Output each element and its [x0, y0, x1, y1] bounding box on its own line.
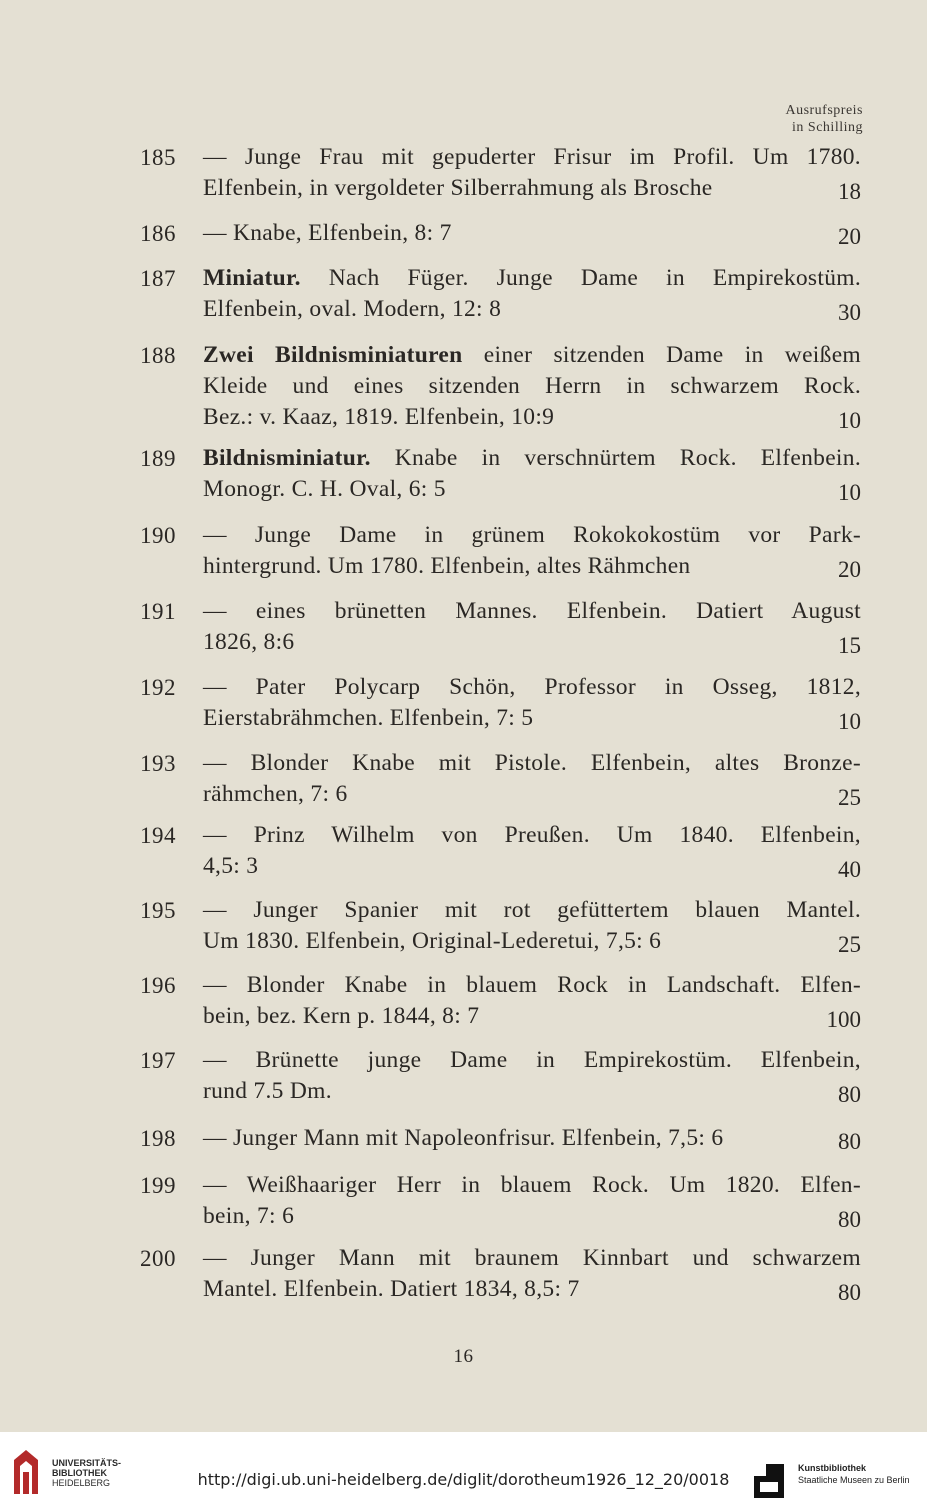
description-text: Nach Füger. Junge Dame in Empirekostüm. — [300, 265, 861, 291]
catalog-entry — [140, 263, 861, 325]
starting-price: 10 — [838, 709, 861, 734]
description-line: — Prinz Wilhelm von Preußen. Um 1840. Elfenbein, — [203, 822, 861, 848]
library-name-line-3: HEIDELBERG — [52, 1478, 111, 1488]
catalog-entry — [140, 443, 861, 505]
starting-price: 80 — [838, 1207, 861, 1232]
library-name-line-2: BIBLIOTHEK — [52, 1468, 107, 1478]
page-number: 16 — [453, 1346, 474, 1367]
lot-description — [203, 748, 861, 810]
description-line: Mantel. Elfenbein. Datiert 1834, 8,5: 7 — [203, 1276, 580, 1302]
catalog-entry — [140, 820, 861, 882]
lot-description — [203, 1170, 861, 1232]
lot-description — [203, 1123, 861, 1154]
lot-number: 199 — [140, 1173, 176, 1198]
description-line: — Weißhaariger Herr in blauem Rock. Um 1820. Elfen- — [203, 1172, 861, 1198]
starting-price: 18 — [838, 179, 861, 204]
lot-heading: Zwei Bildnisminiaturen — [203, 342, 463, 368]
description-line: Bez.: v. Kaaz, 1819. Elfenbein, 10:9 — [203, 404, 555, 430]
starting-price: 100 — [826, 1007, 861, 1032]
lot-description — [203, 820, 861, 882]
description-line: Eierstabrähmchen. Elfenbein, 7: 5 — [203, 705, 534, 731]
lot-number: 193 — [140, 751, 176, 776]
description-line: — eines brünetten Mannes. Elfenbein. Datiert August — [203, 598, 861, 624]
lot-number: 190 — [140, 523, 176, 548]
description-line — [203, 263, 861, 294]
lot-description — [203, 443, 861, 505]
description-line: — Blonder Knabe in blauem Rock in Landschaft. Elfen- — [203, 972, 861, 998]
description-text: Knabe in verschnürtem Rock. Elfenbein. — [370, 445, 861, 471]
catalog-entry — [140, 1170, 861, 1232]
description-line: Um 1830. Elfenbein, Original-Lederetui, 7,5: 6 — [203, 928, 662, 954]
catalog-entry — [140, 520, 861, 582]
description-line: — Junger Spanier mit rot gefüttertem blauen Mantel. — [203, 897, 861, 923]
lot-description — [203, 895, 861, 957]
lot-number: 200 — [140, 1246, 176, 1271]
description-line: hintergrund. Um 1780. Elfenbein, altes Rähmchen — [203, 553, 691, 579]
description-line — [203, 443, 861, 474]
catalog-entry — [140, 672, 861, 734]
description-line: rähmchen, 7: 6 — [203, 781, 348, 807]
description-line: Elfenbein, oval. Modern, 12: 8 — [203, 296, 502, 322]
description-line — [203, 340, 861, 371]
description-text: einer sitzenden Dame in weißem — [462, 342, 861, 368]
starting-price: 20 — [838, 224, 861, 249]
kb-name-line-2: Staatliche Museen zu Berlin — [798, 1475, 910, 1485]
lot-description — [203, 596, 861, 658]
starting-price: 10 — [838, 408, 861, 433]
description-line: rund 7.5 Dm. — [203, 1078, 332, 1104]
description-line: bein, bez. Kern p. 1844, 8: 7 — [203, 1003, 480, 1029]
description-line: — Junge Dame in grünem Rokokokostüm vor Park- — [203, 522, 861, 548]
description-line: bein, 7: 6 — [203, 1203, 295, 1229]
lot-description — [203, 263, 861, 325]
lot-heading: Bildnisminiatur. — [203, 445, 371, 471]
starting-price: 15 — [838, 633, 861, 658]
catalog-entry — [140, 142, 861, 204]
catalog-entry — [140, 748, 861, 810]
description-line: Kleide und eines sitzenden Herrn in schwarzem Rock. — [203, 373, 861, 399]
catalog-entry — [140, 970, 861, 1032]
lot-number: 196 — [140, 973, 176, 998]
lot-number: 186 — [140, 221, 176, 246]
source-url-link[interactable]: http://digi.ub.uni-heidelberg.de/diglit/dorotheum1926_12_20/0018 — [197, 1470, 730, 1489]
description-line: — Pater Polycarp Schön, Professor in Osseg, 1812, — [203, 674, 861, 700]
lot-number: 188 — [140, 343, 176, 368]
starting-price: 80 — [838, 1280, 861, 1305]
description-line: — Blonder Knabe mit Pistole. Elfenbein, altes Bronze- — [203, 750, 861, 776]
lot-number: 195 — [140, 898, 176, 923]
description-line: 4,5: 3 — [203, 853, 259, 879]
lot-description — [203, 340, 861, 433]
lot-description — [203, 1045, 861, 1107]
starting-price: 10 — [838, 480, 861, 505]
library-name-line-1: UNIVERSITÄTS- — [52, 1458, 122, 1468]
lot-description — [203, 520, 861, 582]
lot-number: 185 — [140, 145, 176, 170]
starting-price: 25 — [838, 785, 861, 810]
description-line: — Junger Mann mit Napoleonfrisur. Elfenbein, 7,5: 6 — [203, 1125, 724, 1151]
lot-number: 187 — [140, 266, 176, 291]
catalog-entry — [140, 1243, 861, 1305]
starting-price: 30 — [838, 300, 861, 325]
footer-bar — [0, 1432, 927, 1512]
catalog-entry — [140, 596, 861, 658]
starting-price: 80 — [838, 1082, 861, 1107]
description-line: — Junger Mann mit braunem Kinnbart und schwarzem — [203, 1245, 861, 1271]
description-line: Monogr. C. H. Oval, 6: 5 — [203, 476, 446, 502]
lot-description — [203, 218, 861, 249]
lot-number: 191 — [140, 599, 176, 624]
catalog-entry — [140, 340, 861, 433]
lot-number: 197 — [140, 1048, 176, 1073]
lot-number: 194 — [140, 823, 176, 848]
starting-price: 25 — [838, 932, 861, 957]
kunstbibliothek-name — [798, 1462, 910, 1486]
description-line: — Knabe, Elfenbein, 8: 7 — [203, 220, 452, 246]
price-header-line-1: Ausrufspreis — [785, 103, 863, 118]
description-line: — Junge Frau mit gepuderter Frisur im Profil. Um 1780. — [203, 144, 861, 170]
starting-price: 80 — [838, 1129, 861, 1154]
starting-price: 20 — [838, 557, 861, 582]
lot-description — [203, 142, 861, 204]
description-line: — Brünette junge Dame in Empirekostüm. Elfenbein, — [203, 1047, 861, 1073]
description-line: 1826, 8:6 — [203, 629, 295, 655]
catalog-entry — [140, 1045, 861, 1107]
lot-number: 198 — [140, 1126, 176, 1151]
lot-description — [203, 672, 861, 734]
kb-name-line-1: Kunstbibliothek — [798, 1463, 866, 1473]
kunstbibliothek-logo-icon — [752, 1456, 786, 1500]
lot-description — [203, 970, 861, 1032]
price-column-header — [785, 102, 863, 136]
catalog-entry — [140, 1123, 861, 1154]
starting-price: 40 — [838, 857, 861, 882]
lot-number: 189 — [140, 446, 176, 471]
lot-description — [203, 1243, 861, 1305]
description-line: Elfenbein, in vergoldeter Silberrahmung als Brosche — [203, 175, 713, 201]
price-header-line-2: in Schilling — [792, 120, 863, 135]
catalog-entry — [140, 218, 861, 249]
lot-number: 192 — [140, 675, 176, 700]
lot-heading: Miniatur. — [203, 265, 301, 291]
catalog-entry — [140, 895, 861, 957]
